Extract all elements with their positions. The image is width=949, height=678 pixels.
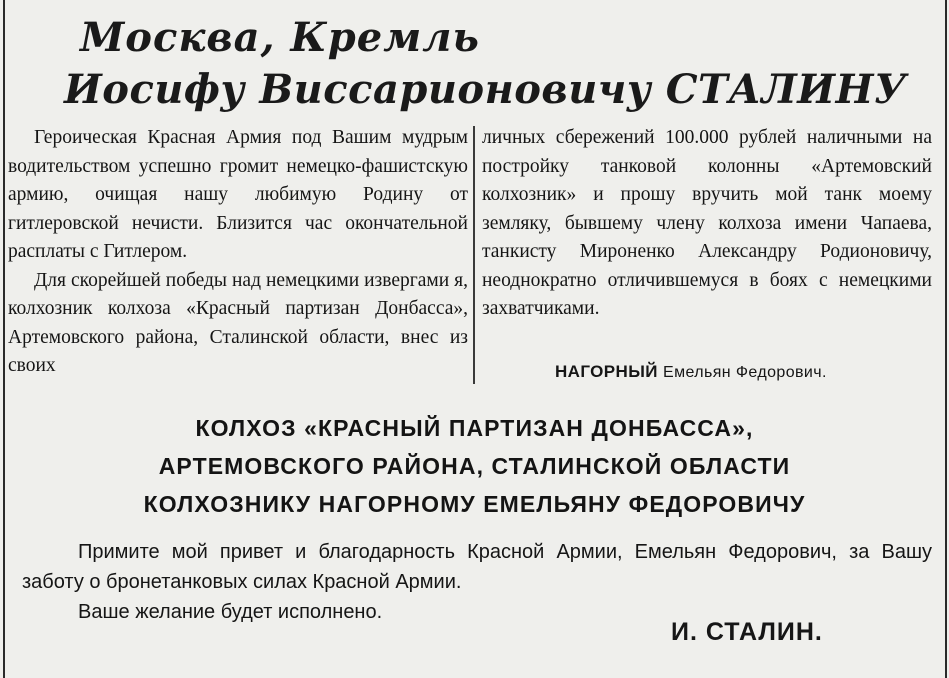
letter-paragraph-2: Для скорейшей победы над немецкими извергами я, колхозник колхоза «Красный партизан Донбасса», Артемовского района, Сталинской области, внес из своих xyxy=(8,269,468,376)
signature-surname: НАГОРНЫЙ xyxy=(555,362,658,381)
header-address-line: Москва, Кремль xyxy=(80,14,480,61)
reply-paragraph-1: Примите мой привет и благодарность Красной Армии, Емельян Федорович, за Вашу заботу о бронетанковых силах Красной Армии. xyxy=(22,541,932,593)
reply-body xyxy=(22,537,932,627)
letter-paragraph-1: Героическая Красная Армия под Вашим мудрым водительством успешно громит немецко-фашистскую армию, очищая нашу любимую Родину от гитлеровской нечисти. Близится час окончательной расплаты с Гитлером. xyxy=(8,127,468,262)
reply-signature: И. СТАЛИН. xyxy=(671,618,823,646)
reply-paragraph-2: Ваше желание будет исполнено. xyxy=(78,601,383,623)
letter-left-column xyxy=(8,124,468,381)
left-border-rule xyxy=(3,0,5,678)
letter-right-column xyxy=(482,124,932,324)
column-divider xyxy=(473,126,475,384)
reply-heading-line-3: КОЛХОЗНИКУ НАГОРНОМУ ЕМЕЛЬЯНУ ФЕДОРОВИЧУ xyxy=(143,491,806,517)
header-recipient-line: Иосифу Виссарионовичу СТАЛИНУ xyxy=(64,66,907,113)
letter-signature xyxy=(555,362,915,382)
letter-paragraph-2-continued: личных сбережений 100.000 рублей наличными на постройку танковой колонны «Артемовский колхозник» и прошу вручить мой танк моему земляку, бывшему члену колхоза имени Чапаева, танкисту Мироненко Александру Родионовичу, неоднократно отличившемуся в боях с немецкими захватчиками. xyxy=(482,127,932,319)
reply-heading-line-1: КОЛХОЗ «КРАСНЫЙ ПАРТИЗАН ДОНБАССА», xyxy=(195,415,754,441)
signature-given-names: Емельян Федорович. xyxy=(663,364,827,381)
reply-heading-line-2: АРТЕМОВСКОГО РАЙОНА, СТАЛИНСКОЙ ОБЛАСТИ xyxy=(158,453,791,479)
